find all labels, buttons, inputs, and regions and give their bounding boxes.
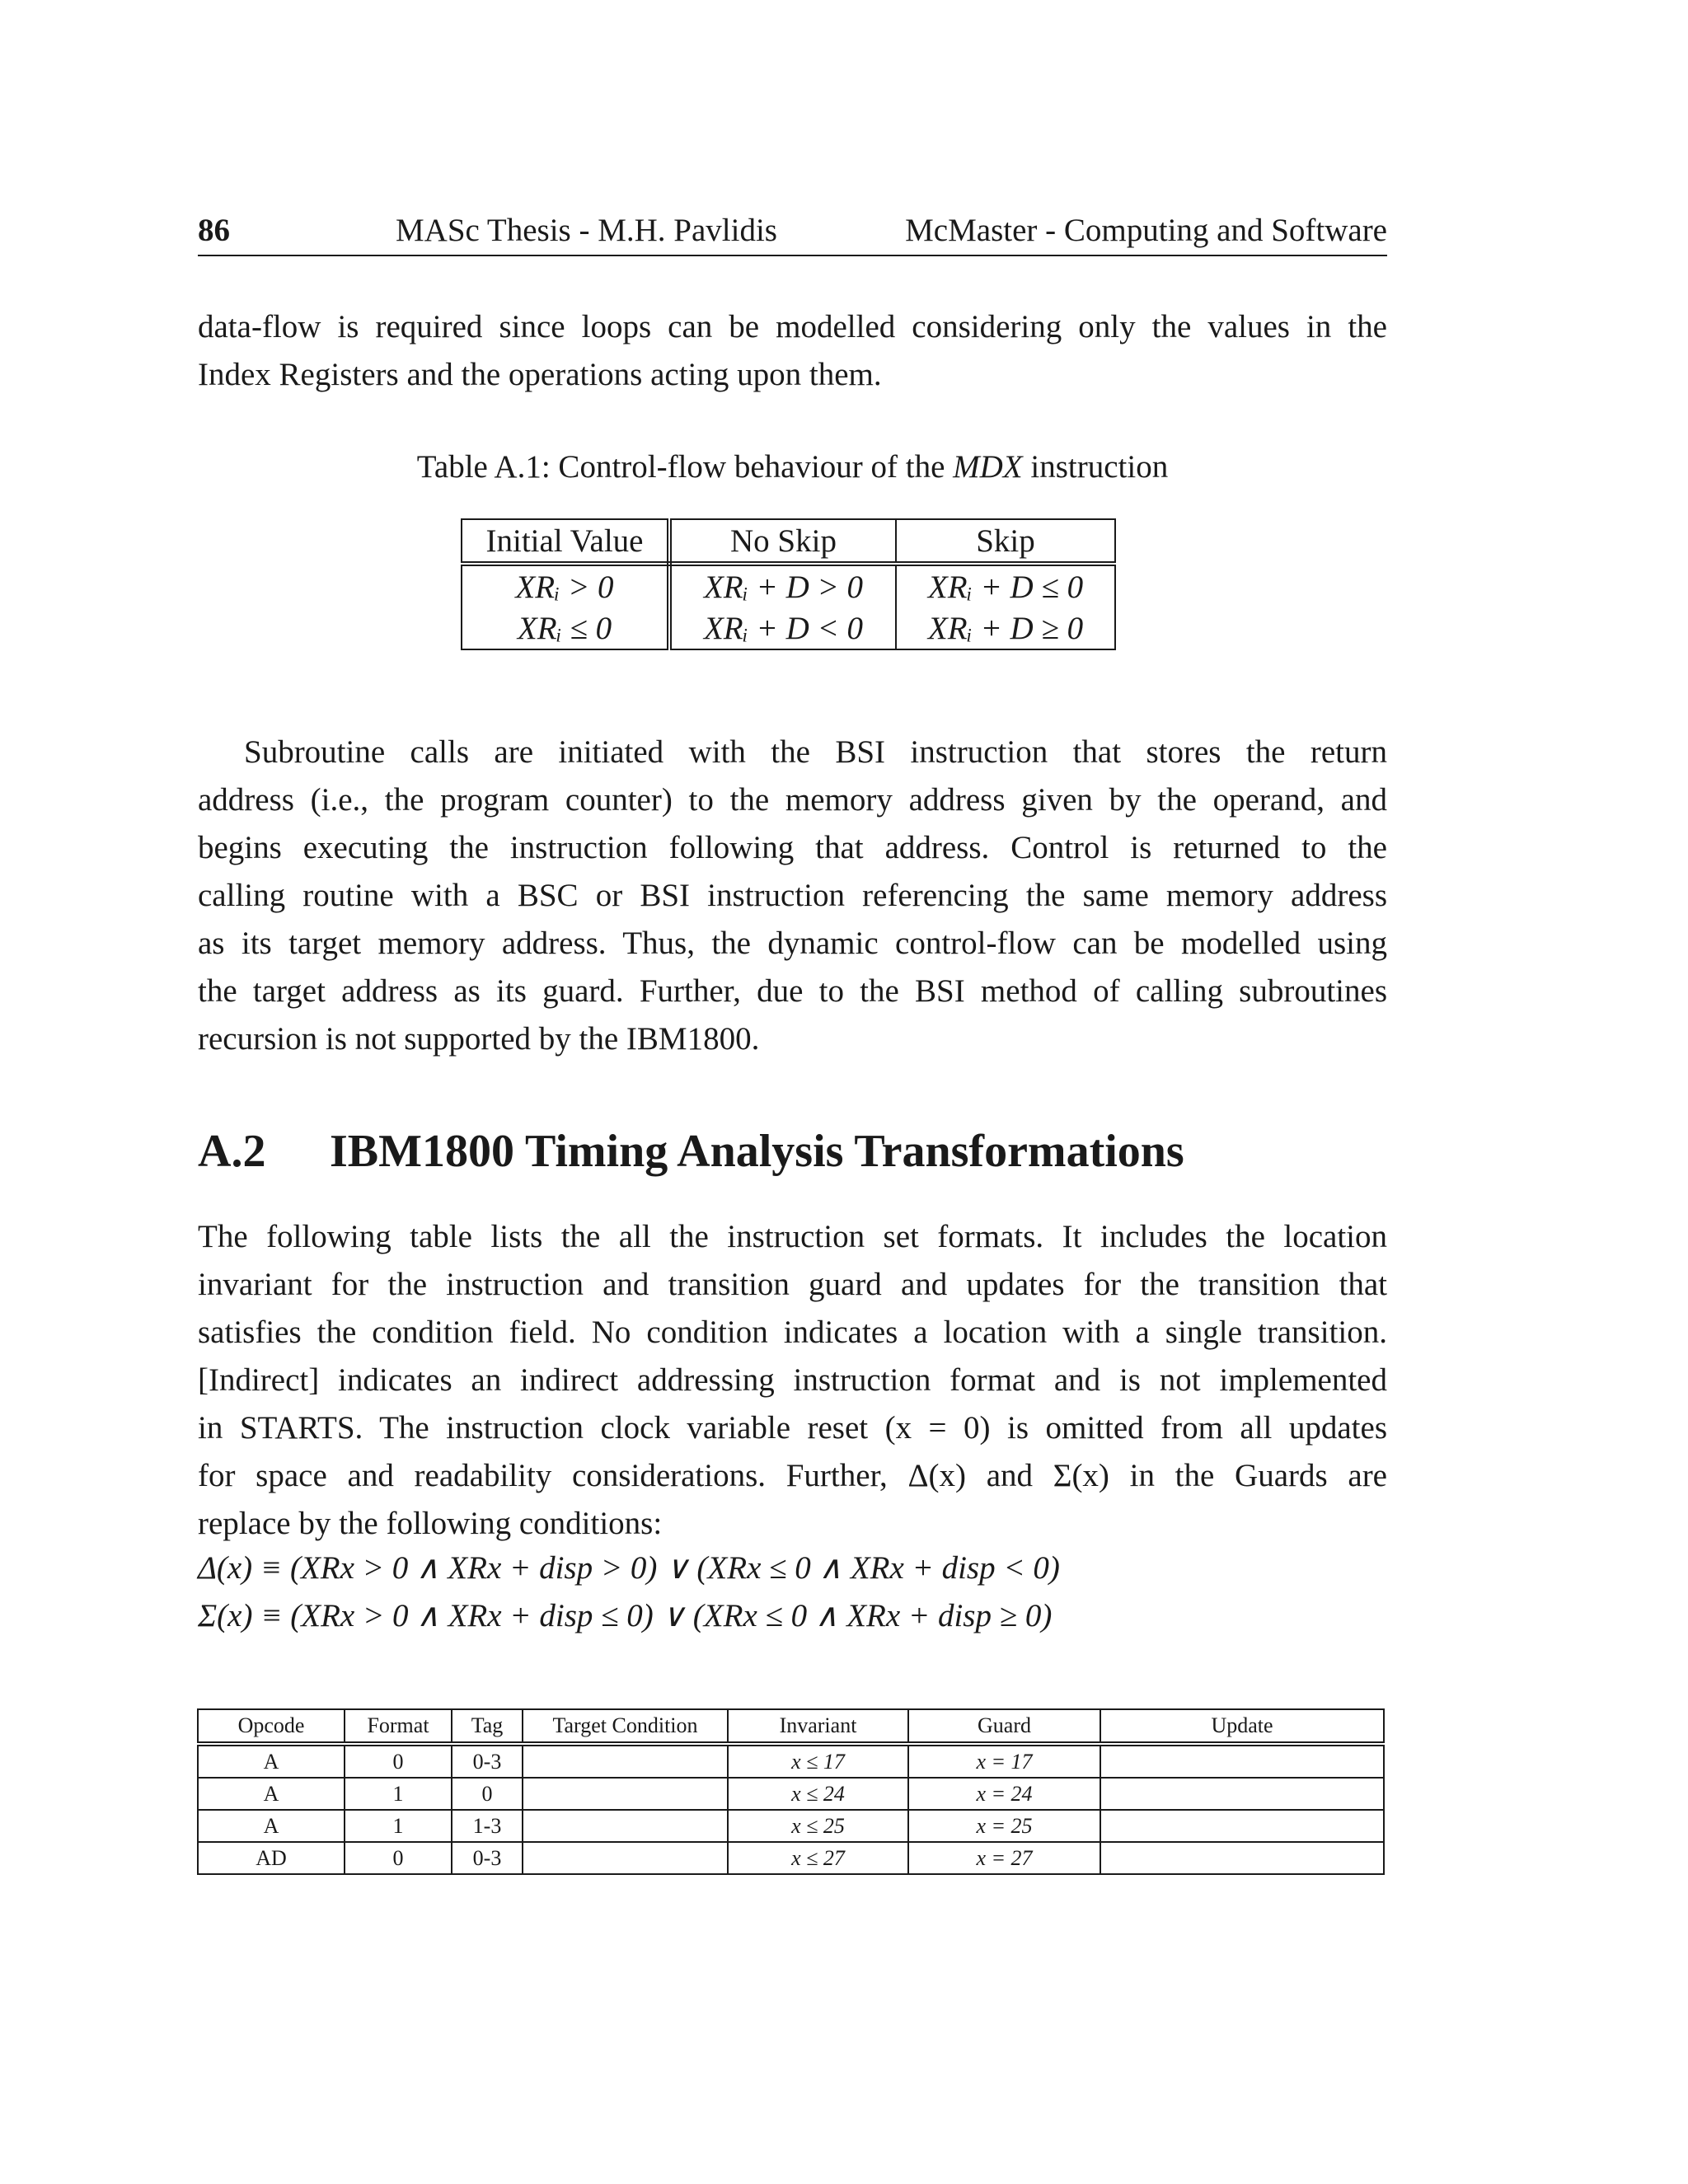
table-cell: 1 [345, 1810, 452, 1842]
header-cell: Target Condition [523, 1709, 728, 1744]
table-cell [1100, 1842, 1384, 1874]
table-cell: XRᵢ ≤ 0 [462, 607, 669, 649]
table-cell [1100, 1778, 1384, 1810]
table-cell: XRᵢ + D ≥ 0 [896, 607, 1115, 649]
table-cell [523, 1744, 728, 1778]
header-cell: Invariant [728, 1709, 908, 1744]
table-cell: AD [198, 1842, 345, 1874]
section-title: IBM1800 Timing Analysis Transformations [330, 1126, 1184, 1177]
table-cell: x = 27 [908, 1842, 1100, 1874]
table-cell: XRᵢ + D ≤ 0 [896, 564, 1115, 607]
table-cell: x = 25 [908, 1810, 1100, 1842]
table-cell [523, 1842, 728, 1874]
text-line: begins executing the instruction following that address. Control is returned to the [198, 830, 1387, 865]
subroutine-paragraph [198, 729, 1387, 1063]
table-header-row [462, 519, 1115, 564]
delta-formula: Δ(x) ≡ (XRx > 0 ∧ XRx + disp > 0) ∨ (XRx ≤ 0 ∧ XRx + disp < 0) [198, 1550, 1060, 1586]
text-line: invariant for the instruction and transition guard and updates for the transition that [198, 1267, 1387, 1302]
table-cell: 0-3 [452, 1744, 523, 1778]
sigma-formula: Σ(x) ≡ (XRx > 0 ∧ XRx + disp ≤ 0) ∨ (XRx ≤ 0 ∧ XRx + disp ≥ 0) [198, 1598, 1053, 1633]
text-line: as its target memory address. Thus, the dynamic control-flow can be modelled using [198, 926, 1387, 961]
table-row [198, 1778, 1384, 1810]
text-line: for space and readability considerations. Further, Δ(x) and Σ(x) in the Guards are [198, 1458, 1387, 1493]
table-cell: 0-3 [452, 1842, 523, 1874]
table-cell: x ≤ 27 [728, 1842, 908, 1874]
table-row [462, 607, 1115, 649]
table-cell [523, 1778, 728, 1810]
table-cell: x = 24 [908, 1778, 1100, 1810]
table-cell [1100, 1810, 1384, 1842]
header-cell: Update [1100, 1709, 1384, 1744]
table-row [462, 564, 1115, 607]
running-header [198, 209, 1387, 256]
table-header-row [198, 1709, 1384, 1744]
header-cell: Skip [896, 519, 1115, 564]
table-cell: 0 [345, 1744, 452, 1778]
table-cell [1100, 1744, 1384, 1778]
table-cell: x ≤ 25 [728, 1810, 908, 1842]
section-heading [198, 1125, 1184, 1178]
text-line: Index Registers and the operations acting upon them. [198, 357, 882, 392]
header-cell: No Skip [669, 519, 896, 564]
header-cell: Opcode [198, 1709, 345, 1744]
thesis-title: MASc Thesis - M.H. Pavlidis [396, 213, 777, 248]
page-number: 86 [198, 213, 230, 248]
table-cell: 0 [452, 1778, 523, 1810]
table-row [198, 1744, 1384, 1778]
table-cell: XRᵢ + D < 0 [669, 607, 896, 649]
institution: McMaster - Computing and Software [905, 213, 1387, 248]
section-paragraph [198, 1213, 1387, 1548]
header-cell: Initial Value [462, 519, 669, 564]
table-cell: x ≤ 24 [728, 1778, 908, 1810]
text-line: Subroutine calls are initiated with the BSI instruction that stores the return [244, 734, 1387, 770]
header-cell: Guard [908, 1709, 1100, 1744]
table-cell: A [198, 1778, 345, 1810]
text-line: replace by the following conditions: [198, 1506, 663, 1541]
section-number: A.2 [198, 1126, 266, 1177]
text-line: calling routine with a BSC or BSI instruction referencing the same memory address [198, 878, 1387, 913]
table-cell: XRᵢ > 0 [462, 564, 669, 607]
text-line: satisfies the condition field. No condition indicates a location with a single transition. [198, 1315, 1387, 1350]
table-cell: 1-3 [452, 1810, 523, 1842]
mdx-table [461, 518, 1116, 650]
text-line: The following table lists the all the instruction set formats. It includes the location [198, 1219, 1387, 1254]
table-cell: A [198, 1810, 345, 1842]
table-cell: x = 17 [908, 1744, 1100, 1778]
opcode-table [197, 1708, 1385, 1875]
caption-instruction: MDX [953, 449, 1023, 485]
table-cell: x ≤ 17 [728, 1744, 908, 1778]
text-line: recursion is not supported by the IBM1800. [198, 1021, 760, 1057]
table-cell: 1 [345, 1778, 452, 1810]
table-row [198, 1842, 1384, 1874]
text-line: data-flow is required since loops can be modelled considering only the values in the [198, 309, 1387, 344]
intro-paragraph [198, 303, 1387, 399]
table-cell: 0 [345, 1842, 452, 1874]
table-cell: A [198, 1744, 345, 1778]
table-cell [523, 1810, 728, 1842]
table-caption [198, 448, 1387, 485]
table-cell: XRᵢ + D > 0 [669, 564, 896, 607]
header-cell: Format [345, 1709, 452, 1744]
text-line: the target address as its guard. Further, due to the BSI method of calling subroutines [198, 973, 1387, 1009]
text-line: [Indirect] indicates an indirect addressing instruction format and is not implemented [198, 1362, 1387, 1398]
text-line: in STARTS. The instruction clock variable reset (x = 0) is omitted from all updates [198, 1410, 1387, 1446]
text-line: address (i.e., the program counter) to the memory address given by the operand, and [198, 782, 1387, 818]
table-row [198, 1810, 1384, 1842]
caption-prefix: Table A.1: Control-flow behaviour of the [416, 449, 954, 485]
header-cell: Tag [452, 1709, 523, 1744]
caption-suffix: instruction [1022, 449, 1169, 485]
